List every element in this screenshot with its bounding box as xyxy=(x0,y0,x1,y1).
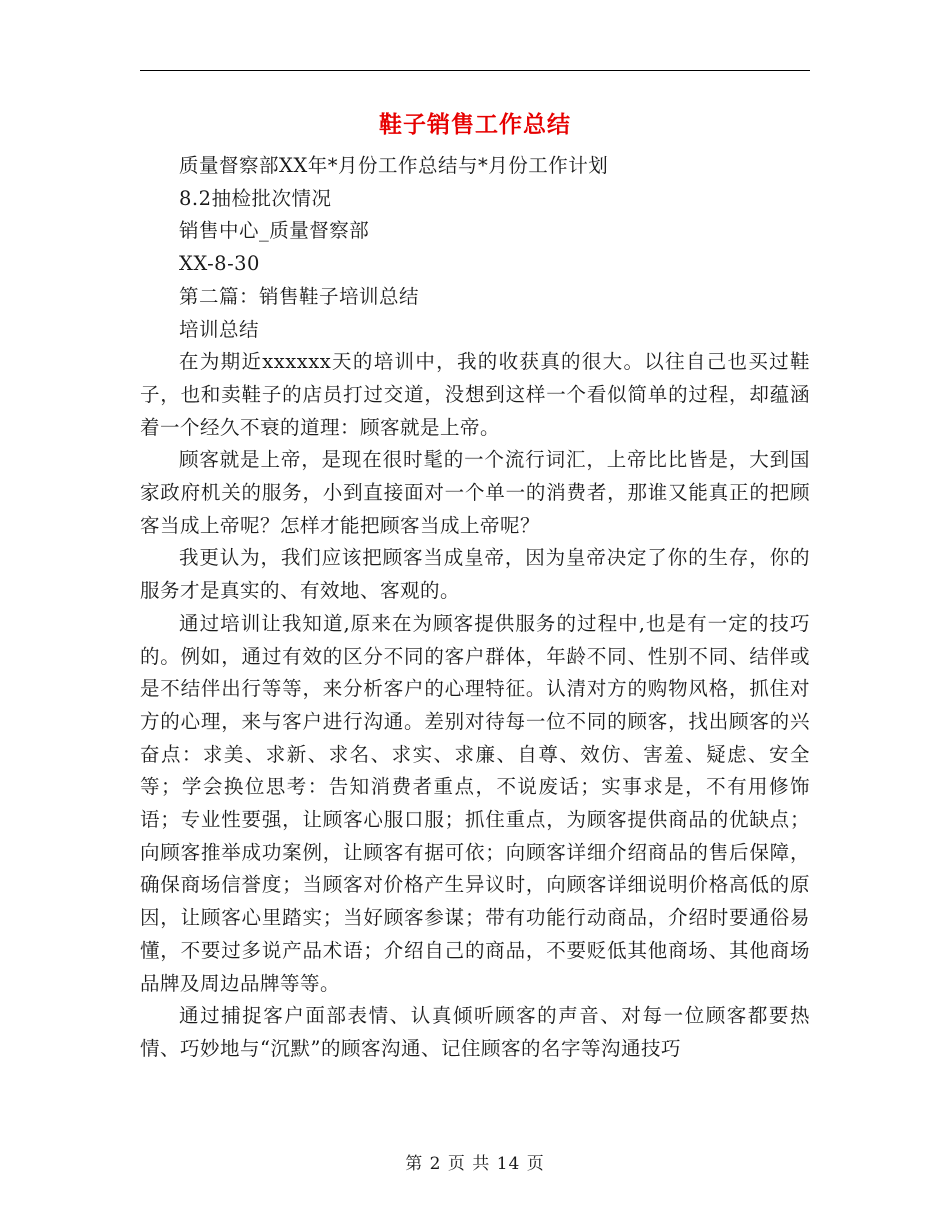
document-body xyxy=(140,150,810,1066)
paragraph-date: XX-8-30 xyxy=(179,252,260,276)
paragraph-body: 在为期近xxxxxx天的培训中，我的收获真的很大。以往自己也买过鞋子，也和卖鞋子的店员打过交道，没想到这样一个看似简单的过程，却蕴涵着一个经久不衰的道理：顾客就是上帝。 xyxy=(140,350,810,439)
paragraph-department: 销售中心_质量督察部 xyxy=(179,219,370,243)
paragraph-subheading: 培训总结 xyxy=(179,317,260,341)
header-rule xyxy=(140,70,810,71)
paragraph-inspection-batch: 8.2抽检批次情况 xyxy=(179,186,332,210)
page-footer xyxy=(0,1152,950,1176)
paragraph-body: 顾客就是上帝，是现在很时髦的一个流行词汇，上帝比比皆是，大到国家政府机关的服务，小到直接面对一个单一的消费者，那谁又能真正的把顾客当成上帝呢？怎样才能把顾客当成上帝呢？ xyxy=(140,448,810,537)
paragraph-body: 通过捕捉客户面部表情、认真倾听顾客的声音、对每一位顾客都要热情、巧妙地与“沉默”的顾客沟通、记住顾客的名字等沟通技巧 xyxy=(140,1004,810,1060)
paragraph-body: 通过培训让我知道,原来在为顾客提供服务的过程中,也是有一定的技巧的。例如，通过有效的区分不同的客户群体，年龄不同、性别不同、结伴或是不结伴出行等等，来分析客户的心理特征。认清对方的购物风格，抓住对方的心理，来与客户进行沟通。差别对待每一位不同的顾客，找出顾客的兴奋点：求美、求新、求名、求实、求廉、自尊、效仿、害羞、疑虑、安全等；学会换位思考：告知消费者重点，不说废话；实事求是，不有用修饰语；专业性要强，让顾客心服口服；抓住重点，为顾客提供商品的优缺点；向顾客推举成功案例，让顾客有据可依；向顾客详细介绍商品的售后保障，确保商场信誉度；当顾客对价格产生异议时，向顾客详细说明价格高低的原因，让顾客心里踏实；当好顾客参谋；带有功能行动商品，介绍时要通俗易懂，不要过多说产品术语；介绍自己的商品，不要贬低其他商场、其他商场品牌及周边品牌等等。 xyxy=(140,611,810,995)
document-title: 鞋子销售工作总结 xyxy=(379,111,571,138)
page-number-label: 第 2 页 共 14 页 xyxy=(405,1154,545,1174)
paragraph-report-heading: 质量督察部XX年*月份工作总结与*月份工作计划 xyxy=(179,154,609,177)
paragraph-section-heading: 第二篇：销售鞋子培训总结 xyxy=(179,284,420,308)
paragraph-body: 我更认为，我们应该把顾客当成皇帝，因为皇帝决定了你的生存，你的服务才是真实的、有效地、客观的。 xyxy=(140,546,810,603)
